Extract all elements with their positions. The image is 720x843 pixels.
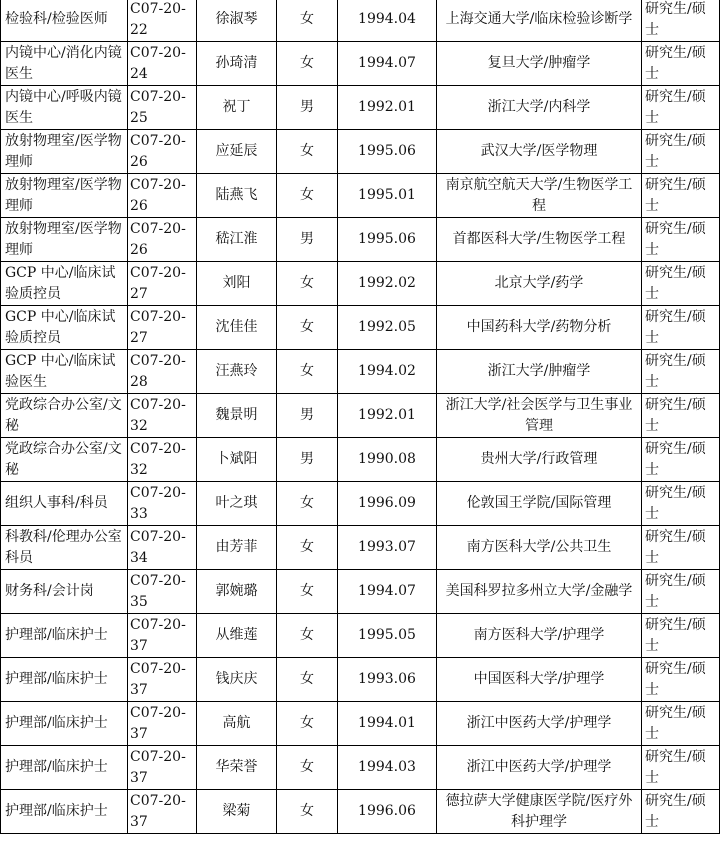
degree-cell: 研究生/硕士 — [642, 658, 720, 702]
birth-date-cell: 1996.06 — [338, 790, 437, 834]
table-row — [1, 702, 720, 746]
department-position-cell: 放射物理室/医学物理师 — [1, 174, 128, 218]
department-position-cell: 检验科/检验医师 — [1, 0, 128, 42]
degree-cell: 研究生/硕士 — [642, 306, 720, 350]
birth-date-cell: 1993.07 — [338, 526, 437, 570]
table-row — [1, 614, 720, 658]
department-position-cell: 科教科/伦理办公室科员 — [1, 526, 128, 570]
degree-cell: 研究生/硕士 — [642, 86, 720, 130]
school-major-cell: 美国科罗拉多州立大学/金融学 — [437, 570, 642, 614]
department-position-cell: 内镜中心/消化内镜医生 — [1, 42, 128, 86]
gender-cell: 女 — [277, 702, 338, 746]
position-code-cell: C07-20-33 — [128, 482, 197, 526]
school-major-cell: 浙江中医药大学/护理学 — [437, 746, 642, 790]
department-position-cell: 护理部/临床护士 — [1, 746, 128, 790]
gender-cell: 女 — [277, 570, 338, 614]
position-code-cell: C07-20-27 — [128, 306, 197, 350]
degree-cell: 研究生/硕士 — [642, 702, 720, 746]
birth-date-cell: 1995.05 — [338, 614, 437, 658]
department-position-cell: 党政综合办公室/文秘 — [1, 438, 128, 482]
position-code-cell: C07-20-37 — [128, 658, 197, 702]
gender-cell: 女 — [277, 0, 338, 42]
department-position-cell: 组织人事科/科员 — [1, 482, 128, 526]
birth-date-cell: 1996.09 — [338, 482, 437, 526]
degree-cell: 研究生/硕士 — [642, 394, 720, 438]
degree-cell: 研究生/硕士 — [642, 130, 720, 174]
degree-cell: 研究生/硕士 — [642, 42, 720, 86]
birth-date-cell: 1994.07 — [338, 42, 437, 86]
table-row — [1, 658, 720, 702]
school-major-cell: 浙江大学/内科学 — [437, 86, 642, 130]
birth-date-cell: 1994.02 — [338, 350, 437, 394]
table-row — [1, 262, 720, 306]
table-row — [1, 394, 720, 438]
name-cell: 刘阳 — [197, 262, 277, 306]
school-major-cell: 德拉萨大学健康医学院/医疗外科护理学 — [437, 790, 642, 834]
birth-date-cell: 1993.06 — [338, 658, 437, 702]
table-row — [1, 482, 720, 526]
department-position-cell: GCP 中心/临床试验质控员 — [1, 306, 128, 350]
department-position-cell: 护理部/临床护士 — [1, 790, 128, 834]
department-position-cell: 党政综合办公室/文秘 — [1, 394, 128, 438]
gender-cell: 男 — [277, 394, 338, 438]
position-code-cell: C07-20-27 — [128, 262, 197, 306]
degree-cell: 研究生/硕士 — [642, 614, 720, 658]
position-code-cell: C07-20-26 — [128, 174, 197, 218]
department-position-cell: 放射物理室/医学物理师 — [1, 130, 128, 174]
name-cell: 卜斌阳 — [197, 438, 277, 482]
name-cell: 汪燕玲 — [197, 350, 277, 394]
school-major-cell: 南京航空航天大学/生物医学工程 — [437, 174, 642, 218]
position-code-cell: C07-20-25 — [128, 86, 197, 130]
table-row — [1, 438, 720, 482]
name-cell: 徐淑琴 — [197, 0, 277, 42]
school-major-cell: 浙江大学/肿瘤学 — [437, 350, 642, 394]
gender-cell: 女 — [277, 130, 338, 174]
name-cell: 孙琦清 — [197, 42, 277, 86]
table-row — [1, 350, 720, 394]
birth-date-cell: 1992.01 — [338, 394, 437, 438]
birth-date-cell: 1995.06 — [338, 130, 437, 174]
school-major-cell: 南方医科大学/公共卫生 — [437, 526, 642, 570]
school-major-cell: 首都医科大学/生物医学工程 — [437, 218, 642, 262]
gender-cell: 女 — [277, 42, 338, 86]
name-cell: 祝丁 — [197, 86, 277, 130]
table-row — [1, 746, 720, 790]
department-position-cell: 护理部/临床护士 — [1, 614, 128, 658]
position-code-cell: C07-20-22 — [128, 0, 197, 42]
name-cell: 应延辰 — [197, 130, 277, 174]
degree-cell: 研究生/硕士 — [642, 438, 720, 482]
position-code-cell: C07-20-35 — [128, 570, 197, 614]
degree-cell: 研究生/硕士 — [642, 0, 720, 42]
name-cell: 叶之琪 — [197, 482, 277, 526]
table-row — [1, 790, 720, 834]
degree-cell: 研究生/硕士 — [642, 350, 720, 394]
gender-cell: 女 — [277, 350, 338, 394]
school-major-cell: 上海交通大学/临床检验诊断学 — [437, 0, 642, 42]
name-cell: 郭婉璐 — [197, 570, 277, 614]
table-row — [1, 86, 720, 130]
birth-date-cell: 1992.01 — [338, 86, 437, 130]
name-cell: 梁菊 — [197, 790, 277, 834]
table-row — [1, 0, 720, 42]
position-code-cell: C07-20-37 — [128, 614, 197, 658]
department-position-cell: 护理部/临床护士 — [1, 702, 128, 746]
degree-cell: 研究生/硕士 — [642, 570, 720, 614]
position-code-cell: C07-20-26 — [128, 218, 197, 262]
gender-cell: 女 — [277, 658, 338, 702]
degree-cell: 研究生/硕士 — [642, 526, 720, 570]
department-position-cell: 放射物理室/医学物理师 — [1, 218, 128, 262]
birth-date-cell: 1994.03 — [338, 746, 437, 790]
school-major-cell: 南方医科大学/护理学 — [437, 614, 642, 658]
gender-cell: 男 — [277, 218, 338, 262]
gender-cell: 女 — [277, 174, 338, 218]
position-code-cell: C07-20-37 — [128, 790, 197, 834]
birth-date-cell: 1992.02 — [338, 262, 437, 306]
degree-cell: 研究生/硕士 — [642, 218, 720, 262]
birth-date-cell: 1994.01 — [338, 702, 437, 746]
birth-date-cell: 1995.06 — [338, 218, 437, 262]
name-cell: 陆燕飞 — [197, 174, 277, 218]
name-cell: 魏景明 — [197, 394, 277, 438]
school-major-cell: 浙江大学/社会医学与卫生事业管理 — [437, 394, 642, 438]
birth-date-cell: 1994.07 — [338, 570, 437, 614]
birth-date-cell: 1990.08 — [338, 438, 437, 482]
gender-cell: 女 — [277, 746, 338, 790]
school-major-cell: 中国医科大学/护理学 — [437, 658, 642, 702]
school-major-cell: 浙江中医药大学/护理学 — [437, 702, 642, 746]
department-position-cell: GCP 中心/临床试验质控员 — [1, 262, 128, 306]
birth-date-cell: 1995.01 — [338, 174, 437, 218]
degree-cell: 研究生/硕士 — [642, 790, 720, 834]
school-major-cell: 武汉大学/医学物理 — [437, 130, 642, 174]
school-major-cell: 贵州大学/行政管理 — [437, 438, 642, 482]
position-code-cell: C07-20-37 — [128, 702, 197, 746]
position-code-cell: C07-20-28 — [128, 350, 197, 394]
gender-cell: 女 — [277, 614, 338, 658]
degree-cell: 研究生/硕士 — [642, 482, 720, 526]
school-major-cell: 北京大学/药学 — [437, 262, 642, 306]
gender-cell: 女 — [277, 790, 338, 834]
position-code-cell: C07-20-24 — [128, 42, 197, 86]
name-cell: 嵇江淮 — [197, 218, 277, 262]
gender-cell: 女 — [277, 306, 338, 350]
gender-cell: 男 — [277, 438, 338, 482]
position-code-cell: C07-20-32 — [128, 438, 197, 482]
position-code-cell: C07-20-26 — [128, 130, 197, 174]
department-position-cell: 护理部/临床护士 — [1, 658, 128, 702]
gender-cell: 女 — [277, 262, 338, 306]
position-code-cell: C07-20-34 — [128, 526, 197, 570]
birth-date-cell: 1992.05 — [338, 306, 437, 350]
table-row — [1, 570, 720, 614]
gender-cell: 女 — [277, 482, 338, 526]
table-row — [1, 174, 720, 218]
name-cell: 华荣誉 — [197, 746, 277, 790]
name-cell: 从维莲 — [197, 614, 277, 658]
table-row — [1, 218, 720, 262]
table-body — [1, 0, 720, 834]
school-major-cell: 中国药科大学/药物分析 — [437, 306, 642, 350]
gender-cell: 女 — [277, 526, 338, 570]
school-major-cell: 伦敦国王学院/国际管理 — [437, 482, 642, 526]
table-row — [1, 306, 720, 350]
name-cell: 高航 — [197, 702, 277, 746]
birth-date-cell: 1994.04 — [338, 0, 437, 42]
department-position-cell: 内镜中心/呼吸内镜医生 — [1, 86, 128, 130]
table-row — [1, 130, 720, 174]
name-cell: 由芳菲 — [197, 526, 277, 570]
department-position-cell: 财务科/会计岗 — [1, 570, 128, 614]
table-row — [1, 42, 720, 86]
degree-cell: 研究生/硕士 — [642, 262, 720, 306]
name-cell: 沈佳佳 — [197, 306, 277, 350]
position-code-cell: C07-20-37 — [128, 746, 197, 790]
name-cell: 钱庆庆 — [197, 658, 277, 702]
degree-cell: 研究生/硕士 — [642, 174, 720, 218]
gender-cell: 男 — [277, 86, 338, 130]
school-major-cell: 复旦大学/肿瘤学 — [437, 42, 642, 86]
position-code-cell: C07-20-32 — [128, 394, 197, 438]
degree-cell: 研究生/硕士 — [642, 746, 720, 790]
table-row — [1, 526, 720, 570]
department-position-cell: GCP 中心/临床试验医生 — [1, 350, 128, 394]
